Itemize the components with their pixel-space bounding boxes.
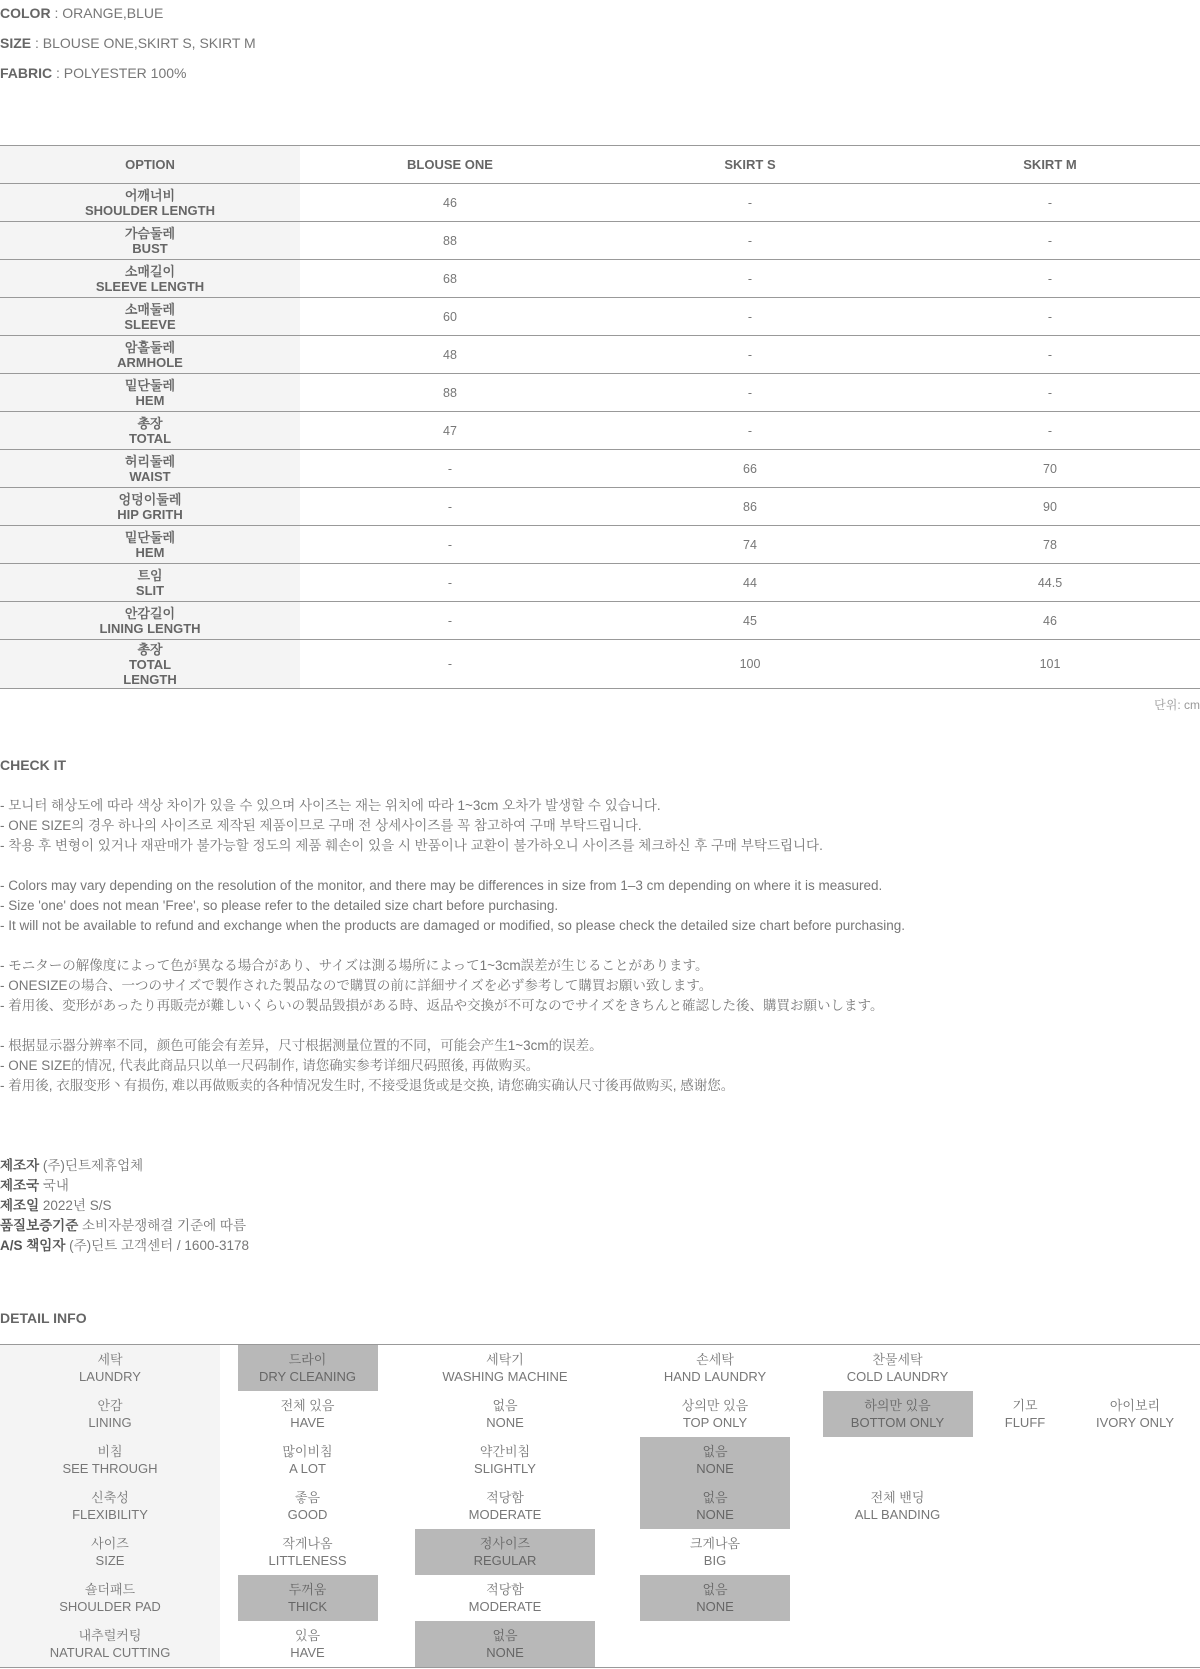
detail-option-ko: 없음 <box>702 1582 728 1597</box>
size-row-label <box>0 374 300 412</box>
size-value: 90 <box>900 488 1200 526</box>
size-row <box>0 374 1200 412</box>
size-row <box>0 184 1200 222</box>
detail-option-slot <box>980 1483 1070 1529</box>
detail-option <box>1070 1391 1200 1437</box>
size-row <box>0 564 1200 602</box>
detail-option-ko: 없음 <box>702 1490 728 1505</box>
detail-option-ko: 아이보리 <box>1109 1398 1161 1413</box>
detail-option-ko: 없음 <box>492 1628 518 1643</box>
size-row-label <box>0 260 300 298</box>
maker-value: (주)딘트제휴업체 <box>39 1158 144 1173</box>
size-table <box>0 145 1200 689</box>
size-row-label <box>0 564 300 602</box>
detail-label-cell <box>0 1345 220 1391</box>
size-value: 46 <box>300 184 600 222</box>
detail-option-selected <box>238 1575 378 1621</box>
detail-option <box>238 1391 378 1437</box>
size-value: - <box>300 526 600 564</box>
detail-option-ko: 하의만 있음 <box>864 1398 931 1413</box>
detail-label-cell <box>0 1391 220 1437</box>
detail-option-ko: 전체 밴딩 <box>870 1490 925 1505</box>
detail-option-slot <box>980 1437 1070 1483</box>
detail-option-slot <box>1070 1391 1200 1437</box>
header-blouse-one: BLOUSE ONE <box>300 146 600 184</box>
detail-option-selected <box>415 1529 595 1575</box>
size-value: - <box>300 564 600 602</box>
detail-option <box>823 1483 973 1529</box>
detail-option-ko: 찬물세탁 <box>872 1352 923 1367</box>
detail-option-slot <box>815 1621 980 1667</box>
detail-option-slot <box>980 1529 1070 1575</box>
maker-value: (주)딘트 고객센터 / 1600-3178 <box>65 1238 249 1253</box>
maker-label: 제조일 <box>0 1198 40 1213</box>
detail-option-slot <box>1070 1345 1200 1391</box>
size-row-label <box>0 640 300 689</box>
detail-option-en: NONE <box>486 1415 524 1430</box>
detail-option-slot <box>615 1621 815 1667</box>
detail-row <box>0 1391 1200 1437</box>
detail-label-ko: 안감 <box>97 1398 123 1413</box>
detail-option-ko: 정사이즈 <box>479 1536 531 1551</box>
spec-value: : BLOUSE ONE,SKIRT S, SKIRT M <box>31 35 256 51</box>
size-label-en: SLIT <box>135 582 165 598</box>
note-line: - 着用後, 衣服变形丶有损伤, 难以再做贩卖的各种情况发生时, 不接受退货或是交换, 请您确实确认尺寸後再做购买, 感谢您。 <box>0 1078 735 1093</box>
spec-value: : POLYESTER 100% <box>52 65 187 81</box>
detail-row-label <box>0 1621 220 1667</box>
detail-option-en: SLIGHTLY <box>474 1461 536 1476</box>
spec-value: : ORANGE,BLUE <box>50 5 164 21</box>
note-line: - ONE SIZE的情况, 代表此商品只以单一尺码制作, 请您确实参考详细尺码照後, 再做购买。 <box>0 1058 540 1073</box>
size-value: - <box>600 222 900 260</box>
detail-label-en: SIZE <box>95 1553 125 1568</box>
detail-option-slot <box>395 1483 615 1529</box>
detail-option <box>238 1529 378 1575</box>
detail-option-en: THICK <box>288 1599 327 1614</box>
size-value: - <box>600 184 900 222</box>
note-line: - ONESIZEの場合、一つのサイズで製作された製品なので購買の前に詳細サイズを必ず参考して購買お願い致します。 <box>0 978 713 993</box>
size-value: 101 <box>900 640 1200 689</box>
header-skirt-m: SKIRT M <box>900 146 1200 184</box>
detail-label-cell <box>0 1621 220 1667</box>
size-value: 66 <box>600 450 900 488</box>
detail-row-label <box>0 1529 220 1575</box>
detail-row <box>0 1345 1200 1391</box>
size-table-header <box>0 146 1200 184</box>
detail-label-cell <box>0 1529 220 1575</box>
size-value: - <box>600 412 900 450</box>
size-row <box>0 488 1200 526</box>
detail-option <box>823 1345 973 1391</box>
detail-option-en: NONE <box>696 1507 734 1522</box>
size-row <box>0 222 1200 260</box>
detail-label-en: FLEXIBILITY <box>72 1507 148 1522</box>
detail-label-cell <box>0 1437 220 1483</box>
detail-option-en: ALL BANDING <box>854 1507 941 1522</box>
detail-option <box>415 1437 595 1483</box>
size-value: - <box>300 602 600 640</box>
size-label-en-2: LENGTH <box>123 671 177 687</box>
detail-option-ko: 크게나옴 <box>689 1536 741 1551</box>
detail-option-slot <box>815 1529 980 1575</box>
note-line: - 根据显示器分辨率不同，颜色可能会有差异，尺寸根据测量位置的不同，可能会产生1~3cm的误差。 <box>0 1038 603 1053</box>
detail-label-cell <box>0 1483 220 1529</box>
detail-option <box>980 1391 1070 1437</box>
size-label-en: BUST <box>132 240 168 256</box>
detail-option-slot <box>220 1345 395 1391</box>
maker-value: 소비자분쟁해결 기준에 따름 <box>78 1218 246 1233</box>
detail-option-slot <box>1070 1483 1200 1529</box>
note-group <box>0 1036 1200 1096</box>
detail-option-slot <box>1070 1529 1200 1575</box>
size-row <box>0 336 1200 374</box>
detail-option-ko: 기모 <box>1012 1398 1038 1413</box>
size-label-ko: 허리둘레 <box>124 453 176 469</box>
size-value: 60 <box>300 298 600 336</box>
size-label-ko: 소매길이 <box>124 263 176 279</box>
size-value: - <box>900 260 1200 298</box>
size-label-ko: 엉덩이둘레 <box>118 491 182 507</box>
size-value: - <box>900 222 1200 260</box>
detail-option-slot <box>615 1529 815 1575</box>
size-label-ko: 밑단둘레 <box>124 529 176 545</box>
detail-option-ko: 있음 <box>294 1628 321 1643</box>
size-value: - <box>300 640 600 689</box>
detail-option-en: GOOD <box>287 1507 328 1522</box>
check-it-title: CHECK IT <box>0 757 67 773</box>
check-it-notes <box>0 796 1200 1116</box>
detail-option-en: HAVE <box>290 1645 325 1660</box>
detail-row <box>0 1437 1200 1483</box>
detail-row <box>0 1621 1200 1667</box>
detail-option-slot <box>395 1437 615 1483</box>
size-value: 47 <box>300 412 600 450</box>
note-group <box>0 796 1200 856</box>
detail-option-en: NONE <box>486 1645 524 1660</box>
spec-line <box>0 63 1200 93</box>
size-value: - <box>300 488 600 526</box>
note-group <box>0 956 1200 1016</box>
size-label-en: WAIST <box>129 468 171 484</box>
size-row-label <box>0 526 300 564</box>
detail-option-slot <box>980 1345 1070 1391</box>
maker-row <box>0 1236 249 1256</box>
size-row <box>0 412 1200 450</box>
detail-label-ko: 내추럴커팅 <box>78 1628 142 1643</box>
detail-row <box>0 1575 1200 1621</box>
maker-label: A/S 책임자 <box>0 1238 66 1253</box>
detail-option-en: MODERATE <box>468 1599 542 1614</box>
note-line: - モニターの解像度によって色が異なる場合があり、サイズは測る場所によって1~3cm誤差が生じることがあります。 <box>0 958 709 973</box>
size-row <box>0 526 1200 564</box>
size-value: - <box>600 336 900 374</box>
size-value: - <box>600 260 900 298</box>
detail-row-label <box>0 1483 220 1529</box>
size-value: - <box>600 374 900 412</box>
detail-option-en: WASHING MACHINE <box>442 1369 568 1384</box>
size-label-en: SLEEVE <box>124 316 176 332</box>
size-row <box>0 602 1200 640</box>
maker-row <box>0 1156 249 1176</box>
maker-row <box>0 1196 249 1216</box>
detail-option-ko: 많이비침 <box>282 1444 333 1459</box>
detail-option-slot <box>220 1483 395 1529</box>
size-value: 74 <box>600 526 900 564</box>
size-value: - <box>900 298 1200 336</box>
detail-option-selected <box>640 1483 790 1529</box>
detail-option-ko: 두꺼움 <box>288 1582 327 1597</box>
detail-option-slot <box>1070 1437 1200 1483</box>
detail-option-selected <box>415 1621 595 1667</box>
size-label-en: HEM <box>135 392 165 408</box>
detail-label-ko: 비침 <box>97 1444 123 1459</box>
note-line: - Colors may vary depending on the resolution of the monitor, and there may be differences in size from 1–3 cm depending on where it is measured. <box>0 878 883 893</box>
detail-row-label <box>0 1575 220 1621</box>
detail-option-slot <box>395 1345 615 1391</box>
size-row <box>0 640 1200 689</box>
detail-option-selected <box>238 1345 378 1391</box>
size-label-en: SLEEVE LENGTH <box>95 278 205 294</box>
size-label-ko: 총장 <box>137 415 163 431</box>
detail-option-en: FLUFF <box>1004 1415 1046 1430</box>
detail-option-ko: 드라이 <box>288 1352 327 1367</box>
spec-label: COLOR <box>0 5 51 21</box>
detail-option <box>640 1391 790 1437</box>
size-label-en: TOTAL <box>128 656 172 672</box>
maker-row <box>0 1176 249 1196</box>
note-line: - ONE SIZE의 경우 하나의 사이즈로 제작된 제품이므로 구매 전 상세사이즈를 꼭 참고하여 구매 부탁드립니다. <box>0 818 642 833</box>
detail-label-en: SHOULDER PAD <box>59 1599 161 1614</box>
detail-option-en: HAND LAUNDRY <box>663 1369 767 1384</box>
size-label-ko: 소매둘레 <box>124 301 176 317</box>
size-label-en: ARMHOLE <box>117 354 183 370</box>
detail-option-ko: 없음 <box>492 1398 518 1413</box>
detail-label-cell <box>0 1575 220 1621</box>
detail-option-slot <box>615 1575 815 1621</box>
detail-option-slot <box>815 1437 980 1483</box>
detail-option-slot <box>815 1391 980 1437</box>
detail-label-en: LAUNDRY <box>79 1369 141 1384</box>
detail-label-ko: 숄더패드 <box>84 1582 136 1597</box>
detail-option-ko: 상의만 있음 <box>681 1398 749 1413</box>
detail-option-slot <box>615 1391 815 1437</box>
detail-option-ko: 없음 <box>702 1444 728 1459</box>
maker-label: 제조국 <box>0 1178 40 1193</box>
detail-label-ko: 신축성 <box>91 1490 129 1505</box>
size-label-en: HEM <box>135 544 165 560</box>
detail-option-slot <box>220 1575 395 1621</box>
size-label-ko: 안감길이 <box>124 605 176 621</box>
detail-option-slot <box>395 1621 615 1667</box>
detail-row-label <box>0 1391 220 1437</box>
detail-option <box>640 1529 790 1575</box>
detail-option-slot <box>815 1575 980 1621</box>
detail-option <box>640 1345 790 1391</box>
detail-option-en: LITTLENESS <box>268 1553 347 1568</box>
size-value: 86 <box>600 488 900 526</box>
detail-option-ko: 적당함 <box>486 1582 524 1597</box>
maker-label: 품질보증기준 <box>0 1218 79 1233</box>
detail-info-title: DETAIL INFO <box>0 1310 87 1326</box>
size-value: - <box>900 374 1200 412</box>
detail-option <box>415 1345 595 1391</box>
size-row-label <box>0 184 300 222</box>
detail-option-en: A LOT <box>289 1461 326 1476</box>
detail-label-ko: 사이즈 <box>91 1536 129 1551</box>
maker-value: 2022년 S/S <box>39 1198 112 1213</box>
detail-option-slot <box>980 1391 1070 1437</box>
size-label-en: TOTAL <box>128 430 172 446</box>
size-value: - <box>900 412 1200 450</box>
spec-line <box>0 3 1200 33</box>
spec-label: SIZE <box>0 35 32 51</box>
detail-option-en: COLD LAUNDRY <box>846 1369 949 1384</box>
detail-option-slot <box>1070 1575 1200 1621</box>
detail-option-en: HAVE <box>290 1415 325 1430</box>
size-row-label <box>0 412 300 450</box>
size-value: - <box>900 184 1200 222</box>
size-value: 88 <box>300 374 600 412</box>
detail-option-slot <box>615 1483 815 1529</box>
note-line: - 着用後、変形があったり再販売が難しいくらいの製品毀損がある時、返品や交換が不可なのでサイズをきちんと確認した後、購買お願いします。 <box>0 998 884 1013</box>
detail-option-slot <box>395 1391 615 1437</box>
size-value: 44 <box>600 564 900 602</box>
size-value: - <box>300 450 600 488</box>
maker-row <box>0 1216 249 1236</box>
detail-option-slot <box>220 1529 395 1575</box>
header-skirt-s: SKIRT S <box>600 146 900 184</box>
detail-option-slot <box>615 1437 815 1483</box>
detail-option-slot <box>815 1483 980 1529</box>
size-value: 48 <box>300 336 600 374</box>
detail-option-ko: 작게나옴 <box>282 1536 333 1551</box>
detail-option-en: DRY CLEANING <box>258 1369 357 1384</box>
detail-option-selected <box>640 1437 790 1483</box>
size-value: 78 <box>900 526 1200 564</box>
detail-row <box>0 1483 1200 1529</box>
size-value: - <box>600 298 900 336</box>
detail-row <box>0 1529 1200 1575</box>
detail-info-table <box>0 1344 1200 1668</box>
detail-option <box>238 1437 378 1483</box>
size-label-ko: 가슴둘레 <box>124 225 176 241</box>
maker-label: 제조자 <box>0 1158 40 1173</box>
detail-row-label <box>0 1437 220 1483</box>
detail-option-slot <box>220 1437 395 1483</box>
size-value: 44.5 <box>900 564 1200 602</box>
detail-option-ko: 세탁기 <box>486 1352 524 1367</box>
size-row <box>0 260 1200 298</box>
detail-option-ko: 좋음 <box>294 1490 321 1505</box>
size-label-ko: 밑단둘레 <box>124 377 176 393</box>
detail-option-en: BOTTOM ONLY <box>850 1415 945 1430</box>
header-option: OPTION <box>0 146 300 184</box>
size-value: 70 <box>900 450 1200 488</box>
unit-label: 단위: cm <box>1154 698 1200 712</box>
detail-option <box>415 1391 595 1437</box>
size-row-label <box>0 336 300 374</box>
size-row-label <box>0 222 300 260</box>
size-label-en: LINING LENGTH <box>99 620 201 636</box>
manufacturer-info <box>0 1156 249 1256</box>
size-label-en: HIP GRITH <box>117 506 183 522</box>
spec-label: FABRIC <box>0 65 53 81</box>
detail-option <box>415 1483 595 1529</box>
size-row <box>0 298 1200 336</box>
size-label-ko: 어깨너비 <box>124 187 176 203</box>
detail-option-en: NONE <box>696 1461 734 1476</box>
detail-label-en: NATURAL CUTTING <box>49 1645 171 1660</box>
detail-label-ko: 세탁 <box>97 1352 123 1367</box>
size-label-en: SHOULDER LENGTH <box>85 202 215 218</box>
detail-option-ko: 약간비침 <box>479 1444 531 1459</box>
detail-option-slot <box>980 1621 1070 1667</box>
size-row <box>0 450 1200 488</box>
size-value: 88 <box>300 222 600 260</box>
detail-option-en: IVORY ONLY <box>1095 1415 1175 1430</box>
detail-option-ko: 전체 있음 <box>280 1398 335 1413</box>
product-specs <box>0 3 1200 93</box>
size-label-ko: 암홀둘레 <box>124 339 176 355</box>
note-line: - It will not be available to refund and exchange when the products are damaged or modified, so please check the detailed size chart before purchasing. <box>0 918 906 933</box>
detail-option-selected <box>640 1575 790 1621</box>
detail-option-en: BIG <box>703 1553 727 1568</box>
detail-option <box>238 1483 378 1529</box>
detail-option-ko: 손세탁 <box>696 1352 734 1367</box>
detail-option-slot <box>1070 1621 1200 1667</box>
note-line: - 착용 후 변형이 있거나 재판매가 불가능할 정도의 제품 훼손이 있을 시 반품이나 교환이 불가하오니 사이즈를 체크하신 후 구매 부탁드립니다. <box>0 838 823 853</box>
size-value: 46 <box>900 602 1200 640</box>
spec-line <box>0 33 1200 63</box>
detail-option-slot <box>395 1529 615 1575</box>
size-label-ko: 트임 <box>137 567 163 583</box>
size-row-label <box>0 298 300 336</box>
detail-option-en: MODERATE <box>468 1507 542 1522</box>
note-group <box>0 876 1200 936</box>
maker-value: 국내 <box>39 1178 69 1193</box>
size-row-label <box>0 450 300 488</box>
detail-label-en: LINING <box>88 1415 132 1430</box>
detail-option-en: REGULAR <box>473 1553 537 1568</box>
detail-option-ko: 적당함 <box>486 1490 524 1505</box>
note-line: - Size 'one' does not mean 'Free', so please refer to the detailed size chart before purchasing. <box>0 898 559 913</box>
detail-option-slot <box>615 1345 815 1391</box>
note-line: - 모니터 해상도에 따라 색상 차이가 있을 수 있으며 사이즈는 재는 위치에 따라 1~3cm 오차가 발생할 수 있습니다. <box>0 798 661 813</box>
size-value: 100 <box>600 640 900 689</box>
detail-option-selected <box>823 1391 973 1437</box>
detail-option-slot <box>220 1621 395 1667</box>
detail-option-en: NONE <box>696 1599 734 1614</box>
size-row-label <box>0 602 300 640</box>
detail-option-slot <box>220 1391 395 1437</box>
size-row-label <box>0 488 300 526</box>
detail-option <box>415 1575 595 1621</box>
size-value: 68 <box>300 260 600 298</box>
detail-option-en: TOP ONLY <box>682 1415 748 1430</box>
size-value: 45 <box>600 602 900 640</box>
detail-option-slot <box>395 1575 615 1621</box>
size-value: - <box>900 336 1200 374</box>
detail-option <box>238 1621 378 1667</box>
detail-option-slot <box>815 1345 980 1391</box>
detail-option-slot <box>980 1575 1070 1621</box>
size-label-ko: 총장 <box>137 641 163 657</box>
detail-label-en: SEE THROUGH <box>62 1461 158 1476</box>
detail-row-label <box>0 1345 220 1391</box>
